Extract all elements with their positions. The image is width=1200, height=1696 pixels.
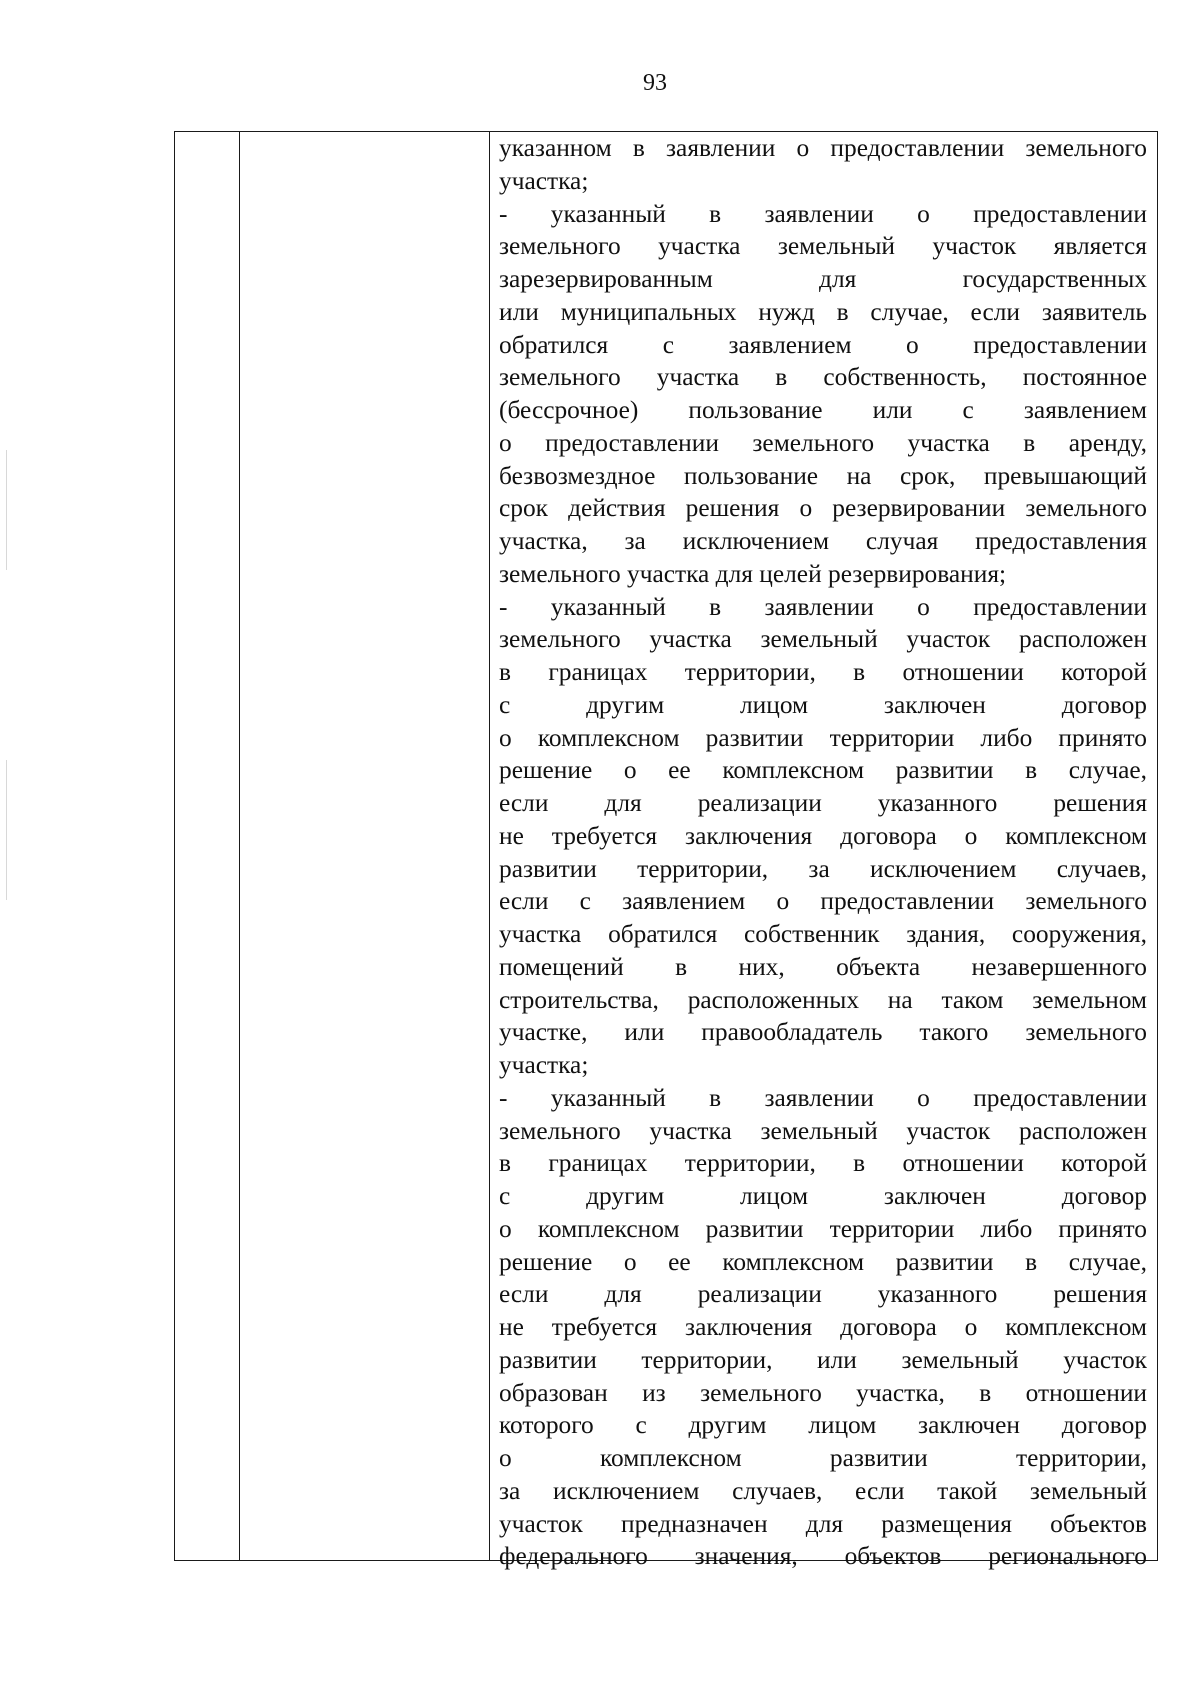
text-line: безвозмездное пользование на срок, превышающий [499,461,1147,490]
text-line: - указанный в заявлении о предоставлении [499,199,1147,228]
text-line: строительства, расположенных на таком земельном [499,985,1147,1014]
text-line: развитии территории, за исключением случаев, [499,854,1147,883]
column-divider [239,132,240,1560]
text-line: за исключением случаев, если такой земельный [499,1476,1147,1505]
text-line: участка, за исключением случая предоставления [499,527,1147,555]
text-line: (бессрочное) пользование или с заявлением [499,396,1147,424]
text-line: с другим лицом заключен договор [499,1182,1147,1210]
text-line: если с заявлением о предоставлении земельного [499,887,1147,916]
column-divider [489,132,490,1560]
text-line: о предоставлении земельного участка в аренду, [499,428,1147,457]
text-line: или муниципальных нужд в случае, если заявитель [499,297,1147,326]
text-line: участка; [499,166,589,195]
text-line: федерального значения, объектов регионального [499,1542,1147,1571]
text-line: о комплексном развитии территории либо принято [499,723,1147,752]
text-line: помещений в них, объекта незавершенного [499,952,1147,981]
text-line: о комплексном развитии территории либо принято [499,1214,1147,1243]
text-line: развитии территории, или земельный участок [499,1345,1147,1374]
text-line: - указанный в заявлении о предоставлении [499,592,1147,621]
text-line: участке, или правообладатель такого земельного [499,1018,1147,1047]
text-line: в границах территории, в отношении которой [499,658,1147,686]
text-line: если для реализации указанного решения [499,789,1147,817]
text-line: с другим лицом заключен договор [499,690,1147,719]
text-line: земельного участка земельный участок является [499,232,1147,261]
text-line: которого с другим лицом заключен договор [499,1411,1147,1440]
text-line: о комплексном развитии территории, [499,1444,1147,1472]
text-line: указанном в заявлении о предоставлении земельного [499,134,1147,162]
text-line: срок действия решения о резервировании земельного [499,494,1147,523]
text-line: решение о ее комплексном развитии в случае, [499,756,1147,785]
text-line: не требуется заключения договора о комплексном [499,821,1147,850]
text-line: - указанный в заявлении о предоставлении [499,1083,1147,1112]
text-line: участок предназначен для размещения объектов [499,1509,1147,1538]
text-line: земельного участка земельный участок расположен [499,625,1147,654]
text-line: зарезервированным для государственных [499,265,1147,293]
text-line: обратился с заявлением о предоставлении [499,330,1147,359]
text-line: если для реализации указанного решения [499,1280,1147,1309]
text-line: участка; [499,1051,589,1079]
text-line: участка обратился собственник здания, сооружения, [499,920,1147,948]
text-line: решение о ее комплексном развитии в случае, [499,1247,1147,1276]
text-line: не требуется заключения договора о комплексном [499,1313,1147,1341]
text-line: образован из земельного участка, в отношении [499,1378,1147,1407]
scan-margin-mark [6,450,7,570]
document-table [174,131,1158,1571]
text-line: земельного участка земельный участок расположен [499,1116,1147,1145]
text-line: в границах территории, в отношении которой [499,1149,1147,1178]
table-text-cell [499,132,1147,1573]
text-line: земельного участка в собственность, постоянное [499,363,1147,392]
page-number: 93 [643,70,667,96]
text-line: земельного участка для целей резервирования; [499,559,1007,588]
scan-margin-mark [6,760,7,900]
